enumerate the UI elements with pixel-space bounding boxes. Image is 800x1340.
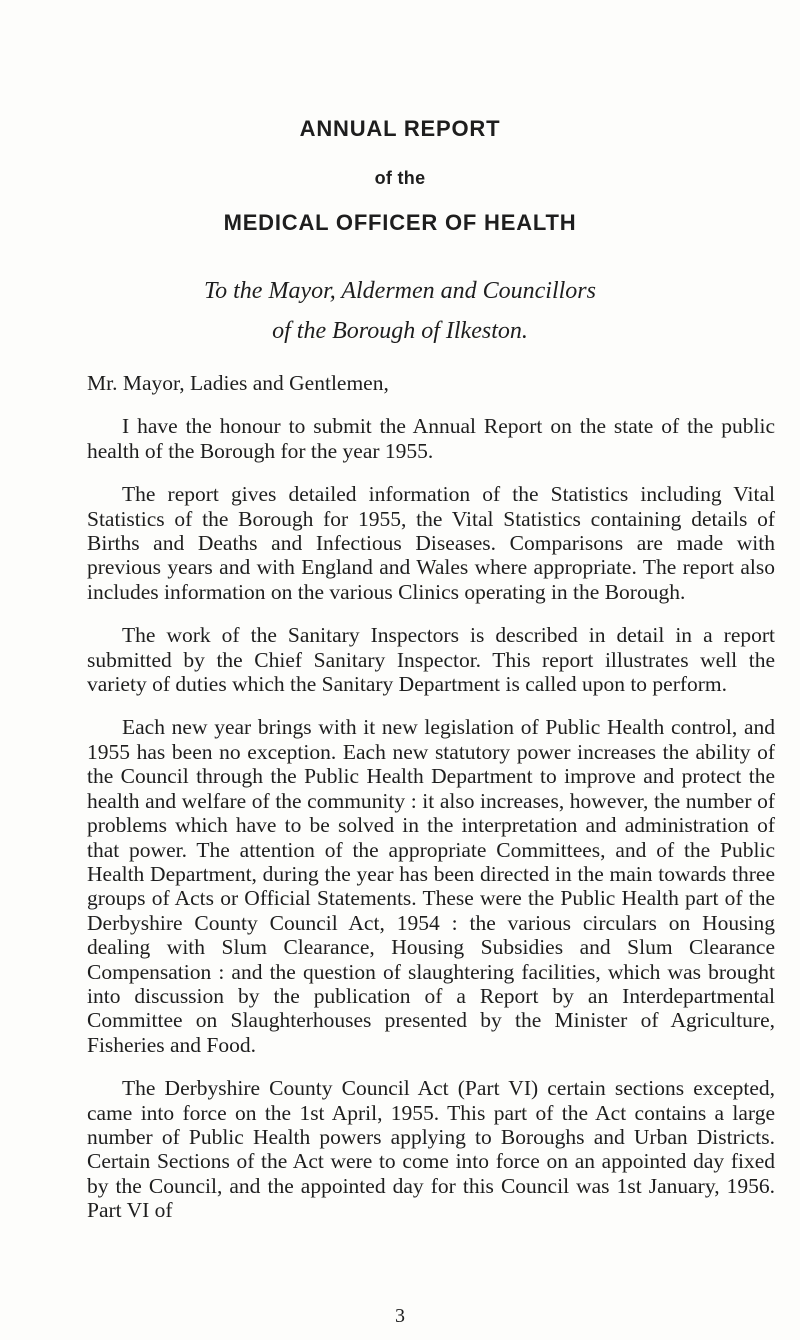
report-subtitle: of the — [374, 168, 426, 188]
paragraph-honour: I have the honour to submit the Annual Report on the state of the public health of the Borough for the year 1955. — [87, 414, 775, 463]
paragraph-sanitary-inspectors: The work of the Sanitary Inspectors is described in detail in a report submitted by the Chief Sanitary Inspector. This report illustrates well the variety of duties which the Sanitary Department is called upon to perform. — [87, 623, 775, 697]
report-body — [87, 371, 775, 1242]
report-office: MEDICAL OFFICER OF HEALTH — [223, 210, 577, 235]
paragraph-statistics: The report gives detailed information of the Statistics including Vital Statistics of the Borough for 1955, the Vital Statistics containing details of Births and Deaths and Infectious Diseases. Comparisons are made with previous years and with England and Wales where appropriate. The report also includes information on the various Clinics operating in the Borough. — [87, 482, 775, 604]
page-number: 3 — [395, 1305, 405, 1327]
paragraph-county-council-act: The Derbyshire County Council Act (Part VI) certain sections excepted, came into force on the 1st April, 1955. This part of the Act contains a large number of Public Health powers applying to Boroughs and Urban Districts. Certain Sections of the Act were to come into force on an appointed day fixed by the Council, and the appointed day for this Council was 1st January, 1956. Part VI of — [87, 1076, 775, 1223]
address-line-1: To the Mayor, Aldermen and Councillors — [203, 278, 596, 304]
paragraph-legislation: Each new year brings with it new legislation of Public Health control, and 1955 has been no exception. Each new statutory power increases the ability of the Council through the Public Health Department to improve and protect the health and welfare of the community : it also increases, however, the number of problems which have to be solved in the interpretation and administration of that power. The attention of the appropriate Committees, and of the Public Health Department, during the year has been directed in the main towards three groups of Acts or Official Statements. These were the Public Health part of the Derbyshire County Council Act, 1954 : the various circulars on Housing dealing with Slum Clearance, Housing Subsidies and Slum Clearance Compensation : and the question of slaughtering facilities, which was brought into discussion by the publication of a Report by an Interdepartmental Committee on Slaughterhouses presented by the Minister of Agriculture, Fisheries and Food. — [87, 715, 775, 1057]
address-line-2: of the Borough of Ilkeston. — [272, 318, 528, 344]
report-title: ANNUAL REPORT — [299, 116, 501, 141]
salutation: Mr. Mayor, Ladies and Gentlemen, — [87, 371, 389, 395]
